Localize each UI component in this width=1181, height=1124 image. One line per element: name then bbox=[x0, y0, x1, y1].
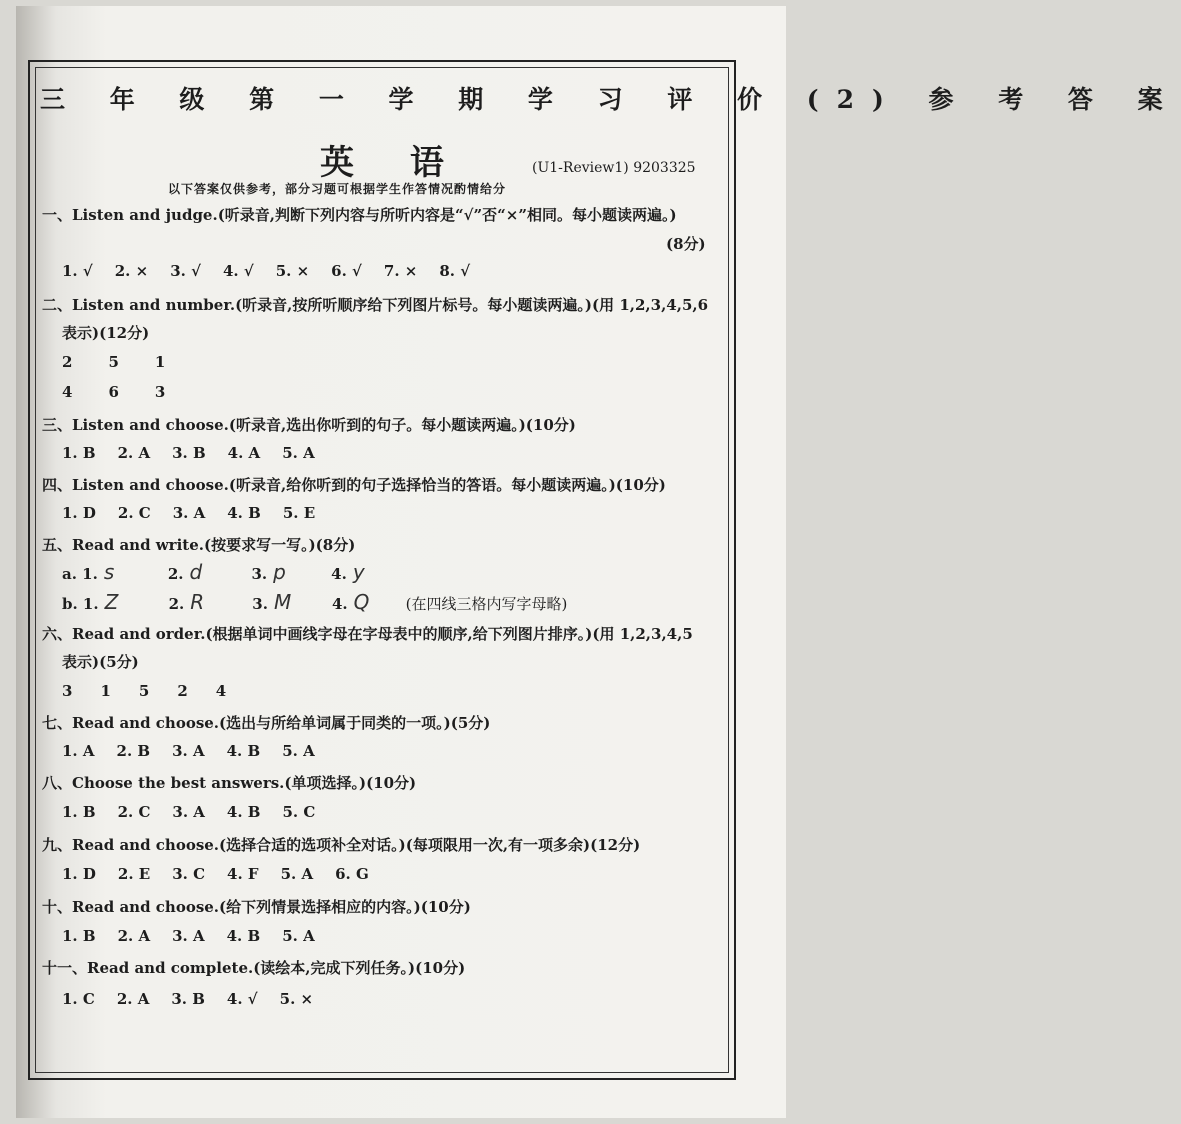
answer-item: 5. A bbox=[280, 865, 314, 883]
section-8-heading: 八、Choose the best answers.(单项选择。)(10分) bbox=[42, 774, 417, 792]
answer-item: 3. B bbox=[172, 444, 206, 462]
section-6-heading-cont: 表示)(5分) bbox=[62, 653, 139, 671]
section-8-answers bbox=[62, 803, 337, 821]
section-7-heading: 七、Read and choose.(选出与所给单词属于同类的一项。)(5分) bbox=[42, 714, 491, 732]
answer-item: 2. A bbox=[117, 927, 151, 945]
answer-item: 2. E bbox=[117, 865, 151, 883]
answer-item: 2 bbox=[177, 682, 188, 700]
item-number: 4. bbox=[331, 565, 347, 583]
section-11-heading: 十一、Read and complete.(读绘本,完成下列任务。)(10分) bbox=[42, 959, 466, 977]
section-1-answers bbox=[62, 262, 492, 280]
answer-item: 3 bbox=[62, 682, 73, 700]
answer-item: 4. √ bbox=[222, 262, 254, 280]
section-6-heading: 六、Read and order.(根据单词中画线字母在字母表中的顺序,给下列图片排序。)(用 1,2,3,4,5 bbox=[42, 625, 693, 643]
grading-note: 以下答案仅供参考，部分习题可根据学生作答情况酌情给分 bbox=[168, 182, 507, 196]
answer-item: 3. C bbox=[172, 865, 206, 883]
answer-item: 5. A bbox=[282, 927, 315, 945]
answer-item: 4 bbox=[62, 383, 73, 401]
answer-item: 4. B bbox=[227, 504, 261, 522]
section-2-heading: 二、Listen and number.(听录音,按所听顺序给下列图片标号。每小题读两遍。)(用 1,2,3,4,5,6 bbox=[42, 296, 709, 314]
answer-item: 2. C bbox=[117, 504, 151, 522]
answer-item: 8. √ bbox=[439, 262, 471, 280]
handwritten-letter: y bbox=[352, 560, 365, 584]
answer-item: 3. A bbox=[172, 504, 206, 522]
section-10-answers bbox=[62, 927, 337, 945]
answer-item: 4. √ bbox=[226, 990, 258, 1008]
answer-item: 6. G bbox=[335, 865, 369, 883]
section-11-answers bbox=[62, 990, 335, 1008]
answer-item: 2 bbox=[62, 353, 73, 371]
section-5-row-a bbox=[62, 560, 365, 584]
answer-item: 5. C bbox=[282, 803, 316, 821]
section-9-answers bbox=[62, 865, 391, 883]
answer-item: 1. D bbox=[62, 504, 96, 522]
answer-item: 4. B bbox=[226, 927, 261, 945]
section-7-answers bbox=[62, 742, 337, 760]
section-5-heading: 五、Read and write.(按要求写一写。)(8分) bbox=[42, 536, 356, 554]
row-a-prefix: a. 1. bbox=[62, 565, 98, 583]
answer-item: 2. B bbox=[116, 742, 151, 760]
answer-item: 4. F bbox=[227, 865, 259, 883]
item-number: 4. bbox=[331, 595, 348, 613]
section-3-heading: 三、Listen and choose.(听录音,选出你听到的句子。每小题读两遍。)(10分) bbox=[42, 416, 576, 434]
handwritten-letter: d bbox=[189, 560, 203, 584]
answer-item: 5. E bbox=[282, 504, 316, 522]
answer-item: 1 bbox=[100, 682, 111, 700]
handwritten-letter: Z bbox=[104, 590, 119, 614]
subject-title: 英 语 bbox=[320, 143, 466, 183]
answer-item: 1. B bbox=[62, 927, 96, 945]
handwritten-letter: M bbox=[273, 590, 292, 614]
answer-item: 5. A bbox=[282, 742, 315, 760]
handwritten-letter: s bbox=[103, 560, 115, 584]
section-4-answers bbox=[62, 504, 337, 522]
page-title: 三 年 级 第 一 学 期 学 习 评 价 (2) 参 考 答 案 bbox=[40, 85, 1181, 114]
answer-item: 5 bbox=[138, 682, 150, 700]
section-2-row-1 bbox=[62, 353, 187, 371]
answer-item: 5 bbox=[108, 353, 119, 371]
answer-item: 2. A bbox=[117, 444, 151, 462]
answer-item: 3. A bbox=[172, 742, 205, 760]
answer-item: 5. × bbox=[275, 262, 310, 280]
item-number: 2. bbox=[167, 565, 184, 583]
section-1-score: (8分) bbox=[666, 235, 706, 253]
handwritten-letter: p bbox=[273, 560, 286, 584]
answer-item: 2. × bbox=[114, 262, 149, 280]
answer-item: 2. C bbox=[117, 803, 151, 821]
answer-item: 2. A bbox=[116, 990, 150, 1008]
row-b-prefix: b. 1. bbox=[62, 595, 99, 613]
answer-item: 1. D bbox=[62, 865, 96, 883]
answer-item: 4. A bbox=[227, 444, 261, 462]
answer-item: 3 bbox=[154, 383, 166, 401]
item-number: 3. bbox=[252, 595, 268, 613]
section-5-note: (在四线三格内写字母略) bbox=[405, 595, 568, 613]
section-10-heading: 十、Read and choose.(给下列情景选择相应的内容。)(10分) bbox=[42, 898, 471, 916]
answer-item: 4. B bbox=[226, 742, 261, 760]
answer-item: 1. C bbox=[62, 990, 95, 1008]
section-2-heading-cont: 表示)(12分) bbox=[62, 324, 150, 342]
section-5-row-b bbox=[62, 590, 567, 614]
section-9-heading: 九、Read and choose.(选择合适的选项补全对话。)(每项限用一次,有一项多余)(12分) bbox=[42, 836, 641, 854]
answer-item: 1. A bbox=[62, 742, 95, 760]
section-1-heading: 一、Listen and judge.(听录音,判断下列内容与所听内容是“√”否“×”相同。每小题读两遍。) bbox=[42, 206, 677, 224]
answer-item: 5. A bbox=[282, 444, 315, 462]
answer-item: 5. × bbox=[279, 990, 314, 1008]
handwritten-letter: Q bbox=[353, 590, 370, 614]
answer-item: 6. √ bbox=[331, 262, 362, 280]
section-2-row-2 bbox=[62, 383, 187, 401]
answer-item: 1. B bbox=[62, 803, 96, 821]
section-6-answers bbox=[62, 682, 248, 700]
answer-item: 6 bbox=[108, 383, 119, 401]
handwritten-letter: R bbox=[190, 590, 205, 614]
section-4-heading: 四、Listen and choose.(听录音,给你听到的句子选择恰当的答语。每小题读两遍。)(10分) bbox=[42, 476, 666, 494]
answer-item: 3. √ bbox=[170, 262, 201, 280]
answer-item: 1. √ bbox=[62, 262, 93, 280]
answer-item: 3. A bbox=[172, 927, 205, 945]
section-3-answers bbox=[62, 444, 337, 462]
answer-item: 4 bbox=[215, 682, 227, 700]
answer-item: 3. A bbox=[172, 803, 205, 821]
answer-item: 4. B bbox=[226, 803, 261, 821]
answer-item: 1. B bbox=[62, 444, 96, 462]
answer-item: 3. B bbox=[171, 990, 205, 1008]
answer-item: 7. × bbox=[383, 262, 418, 280]
paper-code: (U1-Review1) 9203325 bbox=[532, 160, 696, 176]
answer-item: 1 bbox=[154, 353, 166, 371]
item-number: 2. bbox=[168, 595, 185, 613]
item-number: 3. bbox=[251, 565, 268, 583]
